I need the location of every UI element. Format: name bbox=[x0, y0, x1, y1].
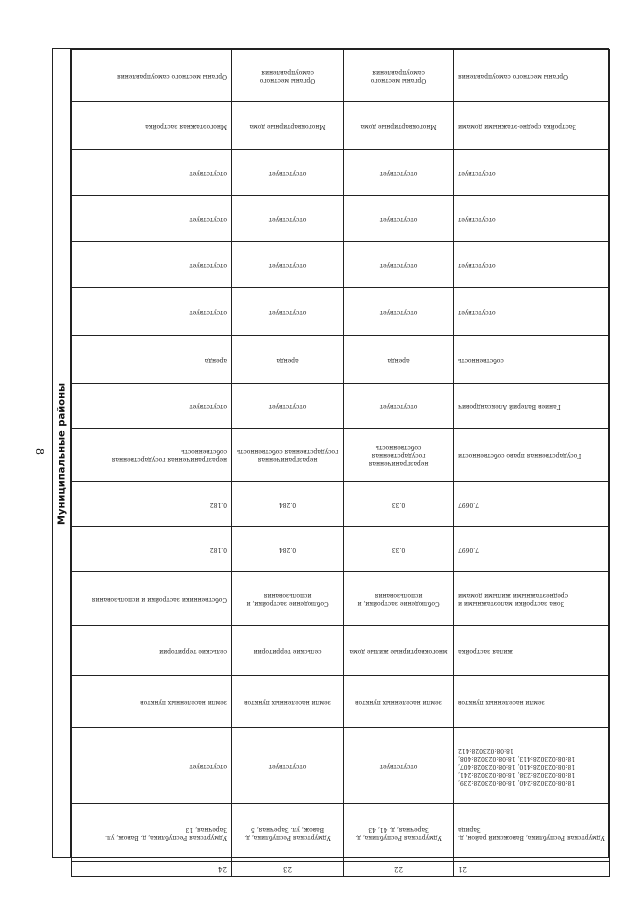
page-number: 8 bbox=[33, 448, 46, 455]
cell-text: 23 bbox=[283, 865, 292, 873]
cell-text: 0.182 bbox=[209, 546, 227, 553]
table-cell bbox=[454, 862, 610, 877]
cell-text: земли населенных пунктов bbox=[458, 698, 545, 706]
cell-text: 22 bbox=[394, 865, 403, 873]
data-table bbox=[71, 49, 610, 877]
table-cell bbox=[344, 102, 454, 150]
table-cell bbox=[344, 150, 454, 196]
cell-text: Органы местного самоуправления bbox=[458, 72, 569, 80]
table-cell bbox=[232, 102, 344, 150]
table-cell bbox=[72, 804, 232, 862]
cell-text: отсутствует bbox=[379, 762, 418, 770]
cell-text: жилая застройка bbox=[458, 647, 513, 655]
table-cell bbox=[454, 728, 610, 804]
cell-text: аренда bbox=[387, 356, 410, 364]
table-cell bbox=[344, 482, 454, 527]
table-cell bbox=[344, 384, 454, 429]
cell-text: Застройка средне-этажными домами bbox=[458, 122, 577, 130]
table-cell bbox=[454, 336, 610, 384]
cell-text: отсутствует bbox=[189, 762, 227, 770]
cell-text: отсутствует bbox=[189, 169, 227, 177]
cell-text: отсутствует bbox=[458, 308, 496, 316]
table-cell bbox=[72, 626, 232, 676]
cell-text: отсутствует bbox=[379, 403, 418, 410]
cell-text: отсутствует bbox=[379, 308, 418, 316]
table-cell bbox=[72, 527, 232, 572]
table-cell bbox=[454, 196, 610, 242]
table-row bbox=[72, 728, 610, 804]
table-cell bbox=[232, 336, 344, 384]
cell-text: отсутствует bbox=[379, 169, 418, 177]
table-cell bbox=[454, 626, 610, 676]
cell-text: отсутствует bbox=[268, 215, 307, 223]
cell-text: Удмуртская Республика, д. Вавож, ул. Заречная, 13 bbox=[105, 825, 227, 841]
cell-text: Собственники застройки и использования bbox=[91, 595, 227, 603]
cell-text: сельские территории bbox=[253, 647, 322, 655]
cell-text: 0.182 bbox=[209, 501, 227, 508]
cell-text: отсутствует bbox=[458, 215, 496, 223]
table-cell bbox=[72, 150, 232, 196]
cell-text: 24 bbox=[218, 865, 227, 873]
cell-text: отсутствует bbox=[268, 169, 307, 177]
table-cell bbox=[344, 626, 454, 676]
table-cell bbox=[72, 482, 232, 527]
table-cell bbox=[232, 384, 344, 429]
cell-text: отсутствует bbox=[189, 308, 227, 316]
table-cell bbox=[72, 862, 232, 877]
table-row bbox=[72, 150, 610, 196]
table-row bbox=[72, 242, 610, 288]
cell-text: отсутствует bbox=[268, 261, 307, 269]
cell-text: аренда bbox=[276, 356, 299, 364]
table-row bbox=[72, 288, 610, 336]
table-cell bbox=[232, 676, 344, 728]
table-cell bbox=[344, 804, 454, 862]
cell-text: отсутствует bbox=[189, 403, 227, 410]
table-cell bbox=[72, 676, 232, 728]
cell-text: отсутствует bbox=[268, 308, 307, 316]
table-row bbox=[72, 196, 610, 242]
cell-text: сельские территории bbox=[159, 647, 227, 655]
table-cell bbox=[344, 288, 454, 336]
table-row bbox=[72, 676, 610, 728]
table-cell bbox=[232, 196, 344, 242]
table-cell bbox=[72, 196, 232, 242]
table-cell bbox=[344, 242, 454, 288]
table-cell bbox=[454, 527, 610, 572]
table-cell bbox=[232, 288, 344, 336]
section-band bbox=[53, 49, 71, 857]
table-cell bbox=[344, 527, 454, 572]
table-cell bbox=[232, 804, 344, 862]
table-cell bbox=[454, 804, 610, 862]
cell-text: неразграниченная государственная собственность bbox=[368, 444, 429, 467]
table-cell bbox=[344, 862, 454, 877]
cell-text: многоквартирные жилые дома bbox=[349, 647, 448, 655]
table-cell bbox=[232, 242, 344, 288]
cell-text: Соблюдение застройки, и использования bbox=[357, 591, 440, 607]
cell-text: Многоквартирные дома bbox=[360, 122, 437, 130]
table-cell bbox=[344, 196, 454, 242]
table-cell bbox=[232, 626, 344, 676]
cell-text: 7.0697 bbox=[458, 546, 479, 553]
table-cell bbox=[232, 150, 344, 196]
table-cell bbox=[454, 150, 610, 196]
table-cell bbox=[232, 482, 344, 527]
cell-text: 18:08:023028:240, 18:08:023028:239, 18:08:023028:238, 18:08:023028:241, 18:08:023028:410, 18:08:023028:407, 18:08:023028:413, 18:08:023028:408, 18:08:023028:412 bbox=[458, 746, 576, 786]
table-row bbox=[72, 482, 610, 527]
table-cell bbox=[344, 728, 454, 804]
table-row bbox=[72, 572, 610, 626]
table-cell bbox=[72, 384, 232, 429]
cell-text: Зона застройки малоэтажными и среднеэтажными жилыми домами bbox=[458, 591, 569, 607]
document-sheet bbox=[52, 48, 609, 873]
cell-text: Многоэтажная застройка bbox=[145, 122, 227, 130]
cell-text: Органы местного самоуправления bbox=[370, 68, 427, 84]
cell-text: 0.284 bbox=[278, 501, 297, 508]
cell-text: Государственная право собственности bbox=[458, 452, 582, 459]
cell-text: Органы местного самоуправления bbox=[116, 72, 227, 80]
cell-text: неразграниченная государственная собственность bbox=[236, 448, 339, 463]
cell-text: 0.33 bbox=[391, 501, 406, 508]
table-row bbox=[72, 384, 610, 429]
cell-text: отсутствует bbox=[189, 215, 227, 223]
table-cell bbox=[344, 429, 454, 482]
cell-text: отсутствует bbox=[268, 403, 307, 410]
cell-text: Соблюдение застройки, и использования bbox=[246, 591, 329, 607]
table-index-row bbox=[72, 862, 610, 877]
cell-text: аренда bbox=[204, 356, 227, 364]
table-cell bbox=[232, 429, 344, 482]
cell-text: собственность bbox=[458, 356, 504, 364]
table-cell bbox=[72, 336, 232, 384]
table-cell bbox=[344, 676, 454, 728]
cell-text: неразграниченная государственная собственность bbox=[111, 448, 227, 463]
cell-text: Многоквартирные дома bbox=[249, 122, 326, 130]
table-cell bbox=[454, 676, 610, 728]
table-cell bbox=[454, 384, 610, 429]
table-cell bbox=[454, 50, 610, 102]
cell-text: земли населенных пунктов bbox=[244, 698, 331, 706]
table-cell bbox=[454, 429, 610, 482]
table-cell bbox=[232, 862, 344, 877]
cell-text: земли населенных пунктов bbox=[140, 698, 227, 706]
cell-text: 21 bbox=[458, 865, 467, 873]
cell-text: Органы местного самоуправления bbox=[259, 68, 316, 84]
cell-text: 7.0697 bbox=[458, 501, 479, 508]
cell-text: отсутствует bbox=[379, 215, 418, 223]
table-cell bbox=[232, 527, 344, 572]
table-cell bbox=[72, 728, 232, 804]
table-row bbox=[72, 102, 610, 150]
cell-text: отсутствует bbox=[458, 261, 496, 269]
cell-text: отсутствует bbox=[379, 261, 418, 269]
table-cell bbox=[72, 50, 232, 102]
table-cell bbox=[72, 572, 232, 626]
table-cell bbox=[454, 288, 610, 336]
table-cell bbox=[72, 288, 232, 336]
table-row bbox=[72, 804, 610, 862]
table-cell bbox=[454, 102, 610, 150]
table-cell bbox=[232, 728, 344, 804]
cell-text: земли населенных пунктов bbox=[355, 698, 442, 706]
table-row bbox=[72, 336, 610, 384]
table-cell bbox=[344, 572, 454, 626]
cell-text: Ганиев Валерий Александрович bbox=[458, 403, 561, 410]
cell-text: отсутствует bbox=[268, 762, 307, 770]
cell-text: Удмуртская Республика, д. Заречная, д. 41, 43 bbox=[355, 825, 442, 841]
table-cell bbox=[454, 242, 610, 288]
table-cell bbox=[232, 572, 344, 626]
cell-text: отсутствует bbox=[458, 169, 496, 177]
table-cell bbox=[72, 242, 232, 288]
cell-text: Удмуртская Республика, Вавожский район, д. Зарица bbox=[458, 825, 605, 841]
cell-text: Удмуртская Республика, д. Вавож, ул. Заречная, 5 bbox=[244, 825, 331, 841]
table-row bbox=[72, 50, 610, 102]
table-cell bbox=[72, 102, 232, 150]
table-cell bbox=[454, 482, 610, 527]
section-label: Муниципальные районы bbox=[56, 382, 68, 526]
table-row bbox=[72, 626, 610, 676]
table-cell bbox=[454, 572, 610, 626]
cell-text: 0.33 bbox=[391, 546, 406, 553]
cell-text: отсутствует bbox=[189, 261, 227, 269]
table-cell bbox=[344, 336, 454, 384]
table-cell bbox=[232, 50, 344, 102]
table-row bbox=[72, 429, 610, 482]
table-cell bbox=[72, 429, 232, 482]
cell-text: 0.284 bbox=[278, 546, 297, 553]
table-cell bbox=[344, 50, 454, 102]
table-row bbox=[72, 527, 610, 572]
